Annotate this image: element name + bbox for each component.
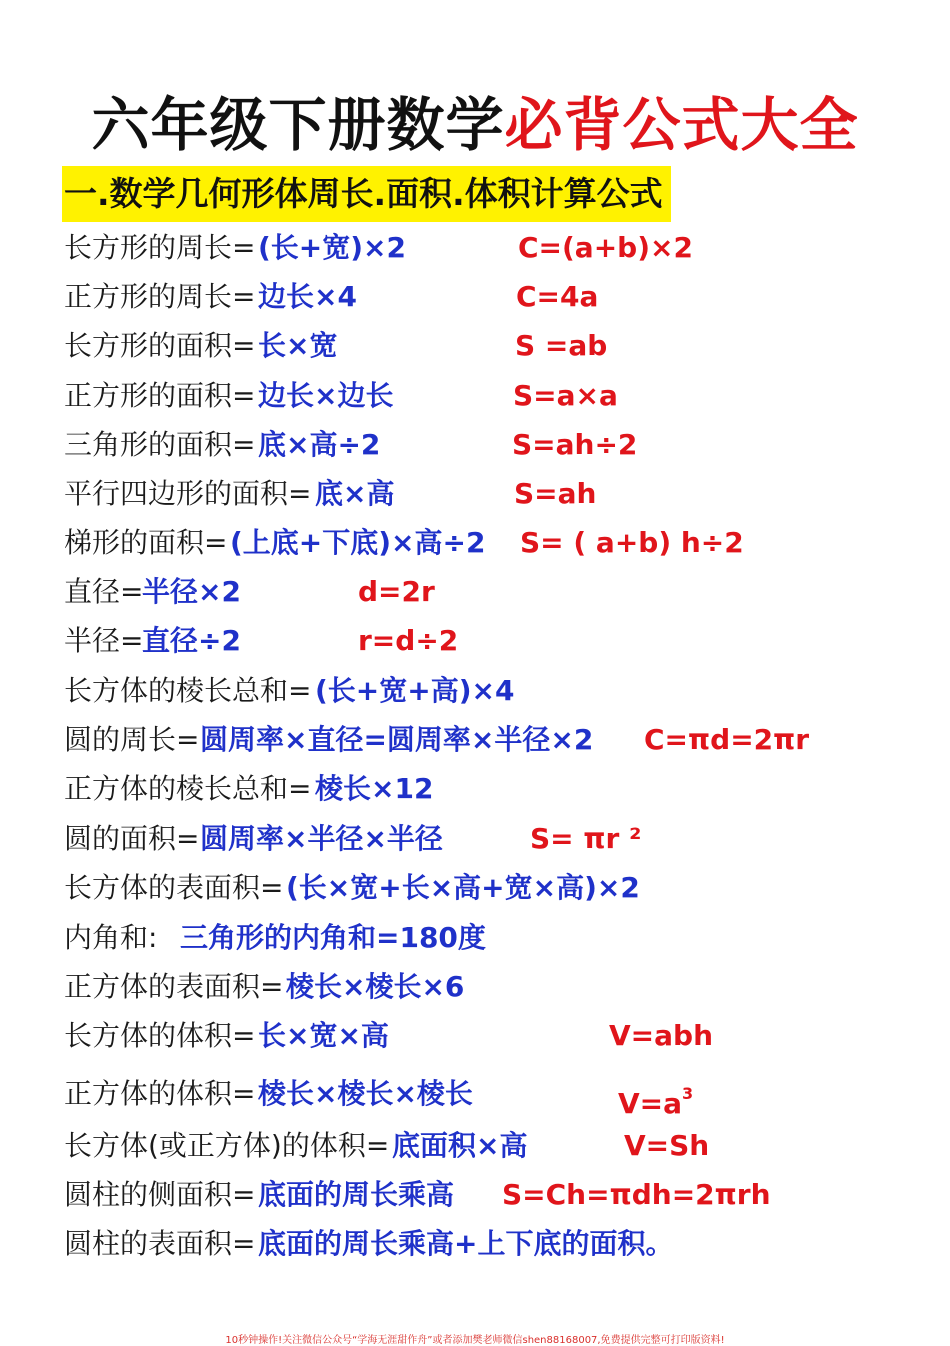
formula-symbol bbox=[358, 619, 458, 663]
formula-row bbox=[0, 718, 950, 762]
formula-value: 底面积×高 bbox=[392, 1129, 528, 1162]
formula-symbol-text: C=πd=2πr bbox=[644, 723, 810, 756]
formula-value: 三角形的内角和=180度 bbox=[180, 921, 486, 954]
formula-row bbox=[0, 619, 950, 663]
formula-symbol-text: C=4a bbox=[516, 280, 599, 313]
formula-value: 半径×2 bbox=[142, 575, 241, 608]
formula-symbol-exponent: 3 bbox=[682, 1084, 694, 1103]
formula-row bbox=[0, 570, 950, 614]
formula-value: 棱长×棱长×棱长 bbox=[258, 1077, 473, 1110]
formula-label: 平行四边形的面积= bbox=[64, 477, 312, 510]
formula-row bbox=[0, 916, 950, 960]
formula-value: (长+宽)×2 bbox=[258, 231, 406, 264]
footer-note: 10秒钟操作!关注微信公众号“学海无涯甜作舟”或者添加樊老师微信shen88168007,免费提供完整可打印版资料! bbox=[225, 1335, 725, 1346]
formula-label: 内角和: bbox=[64, 921, 158, 954]
formula-symbol-text: S =ab bbox=[515, 329, 608, 362]
formula-label: 长方形的面积= bbox=[64, 329, 256, 362]
formula-label: 正方体的表面积= bbox=[64, 970, 284, 1003]
formula-symbol bbox=[358, 570, 435, 614]
formula-value: 底面的周长乘高+上下底的面积。 bbox=[258, 1227, 674, 1260]
formula-value: 棱长×12 bbox=[315, 772, 434, 805]
formula-row bbox=[0, 472, 950, 516]
formula-label: 直径= bbox=[64, 575, 144, 608]
formula-symbol-text: S=a×a bbox=[513, 379, 618, 412]
formula-label: 半径= bbox=[64, 624, 144, 657]
formula-value: 底×高÷2 bbox=[258, 428, 381, 461]
formula-symbol bbox=[515, 324, 607, 368]
formula-symbol-text: S= πr ² bbox=[530, 822, 642, 855]
formula-label: 长方体的棱长总和= bbox=[64, 674, 312, 707]
formula-row bbox=[0, 1222, 950, 1266]
formula-row bbox=[0, 226, 950, 270]
formula-symbol-text: S=Ch=πdh=2πrh bbox=[502, 1178, 771, 1211]
formula-symbol-text: r=d÷2 bbox=[358, 624, 459, 657]
formula-label: 梯形的面积= bbox=[64, 526, 228, 559]
formula-symbol-text: S=ah bbox=[514, 477, 597, 510]
formula-value: 长×宽 bbox=[258, 329, 338, 362]
formula-symbol-text: S=ah÷2 bbox=[512, 428, 638, 461]
formula-value: 底面的周长乘高 bbox=[258, 1178, 455, 1211]
formula-symbol-text: V=Sh bbox=[624, 1129, 710, 1162]
formula-label: 正方形的周长= bbox=[64, 280, 256, 313]
page-title bbox=[0, 78, 950, 162]
formula-symbol bbox=[512, 423, 637, 467]
formula-value: 圆周率×直径=圆周率×半径×2 bbox=[200, 723, 594, 756]
formula-symbol bbox=[624, 1124, 709, 1168]
formula-symbol-text: d=2r bbox=[358, 575, 435, 608]
formula-value: 圆周率×半径×半径 bbox=[200, 822, 443, 855]
title-highlight: 必背公式大全 bbox=[504, 91, 859, 159]
formula-value: 直径÷2 bbox=[142, 624, 241, 657]
formula-label: 正方形的面积= bbox=[64, 379, 256, 412]
formula-value: (上底+下底)×高÷2 bbox=[230, 526, 486, 559]
formula-label: 长方体(或正方体)的体积= bbox=[64, 1129, 390, 1162]
formula-symbol bbox=[618, 1072, 693, 1126]
formula-symbol-text: S= ( a+b) h÷2 bbox=[520, 526, 744, 559]
formula-row bbox=[0, 866, 950, 910]
title-main: 六年级下册数学 bbox=[91, 91, 505, 159]
formula-label: 正方体的棱长总和= bbox=[64, 772, 312, 805]
formula-value: 底×高 bbox=[315, 477, 395, 510]
formula-symbol-text: V=a bbox=[618, 1087, 683, 1120]
formula-value: (长×宽+长×高+宽×高)×2 bbox=[286, 871, 640, 904]
formula-row bbox=[0, 1014, 950, 1058]
formula-label: 长方体的表面积= bbox=[64, 871, 284, 904]
formula-label: 圆的周长= bbox=[64, 723, 200, 756]
formula-row bbox=[0, 324, 950, 368]
formula-symbol bbox=[530, 817, 641, 861]
formula-row bbox=[0, 374, 950, 418]
formula-symbol bbox=[513, 374, 618, 418]
formula-value: 棱长×棱长×6 bbox=[286, 970, 465, 1003]
formula-symbol bbox=[518, 226, 693, 270]
formula-label: 长方形的周长= bbox=[64, 231, 256, 264]
formula-row bbox=[0, 275, 950, 319]
section-heading: 一.数学几何形体周长.面积.体积计算公式 bbox=[62, 166, 671, 222]
formula-value: (长+宽+高)×4 bbox=[315, 674, 515, 707]
formula-value: 边长×4 bbox=[258, 280, 357, 313]
formula-row bbox=[0, 669, 950, 713]
formula-row bbox=[0, 1124, 950, 1168]
formula-symbol bbox=[516, 275, 598, 319]
formula-label: 圆柱的侧面积= bbox=[64, 1178, 256, 1211]
formula-label: 圆的面积= bbox=[64, 822, 200, 855]
formula-label: 三角形的面积= bbox=[64, 428, 256, 461]
formula-symbol-text: C=(a+b)×2 bbox=[518, 231, 693, 264]
formula-symbol-text: V=abh bbox=[609, 1019, 714, 1052]
formula-symbol bbox=[514, 472, 596, 516]
formula-row bbox=[0, 1072, 950, 1120]
formula-symbol bbox=[502, 1173, 771, 1217]
formula-value: 边长×边长 bbox=[258, 379, 394, 412]
formula-symbol bbox=[644, 718, 809, 762]
formula-row bbox=[0, 423, 950, 467]
formula-symbol bbox=[520, 521, 744, 565]
formula-row bbox=[0, 1173, 950, 1217]
formula-label: 长方体的体积= bbox=[64, 1019, 256, 1052]
formula-symbol bbox=[609, 1014, 713, 1058]
formula-label: 正方体的体积= bbox=[64, 1077, 256, 1110]
formula-row bbox=[0, 767, 950, 811]
formula-row bbox=[0, 521, 950, 565]
formula-row bbox=[0, 965, 950, 1009]
formula-label: 圆柱的表面积= bbox=[64, 1227, 256, 1260]
formula-row bbox=[0, 817, 950, 861]
formula-value: 长×宽×高 bbox=[258, 1019, 389, 1052]
